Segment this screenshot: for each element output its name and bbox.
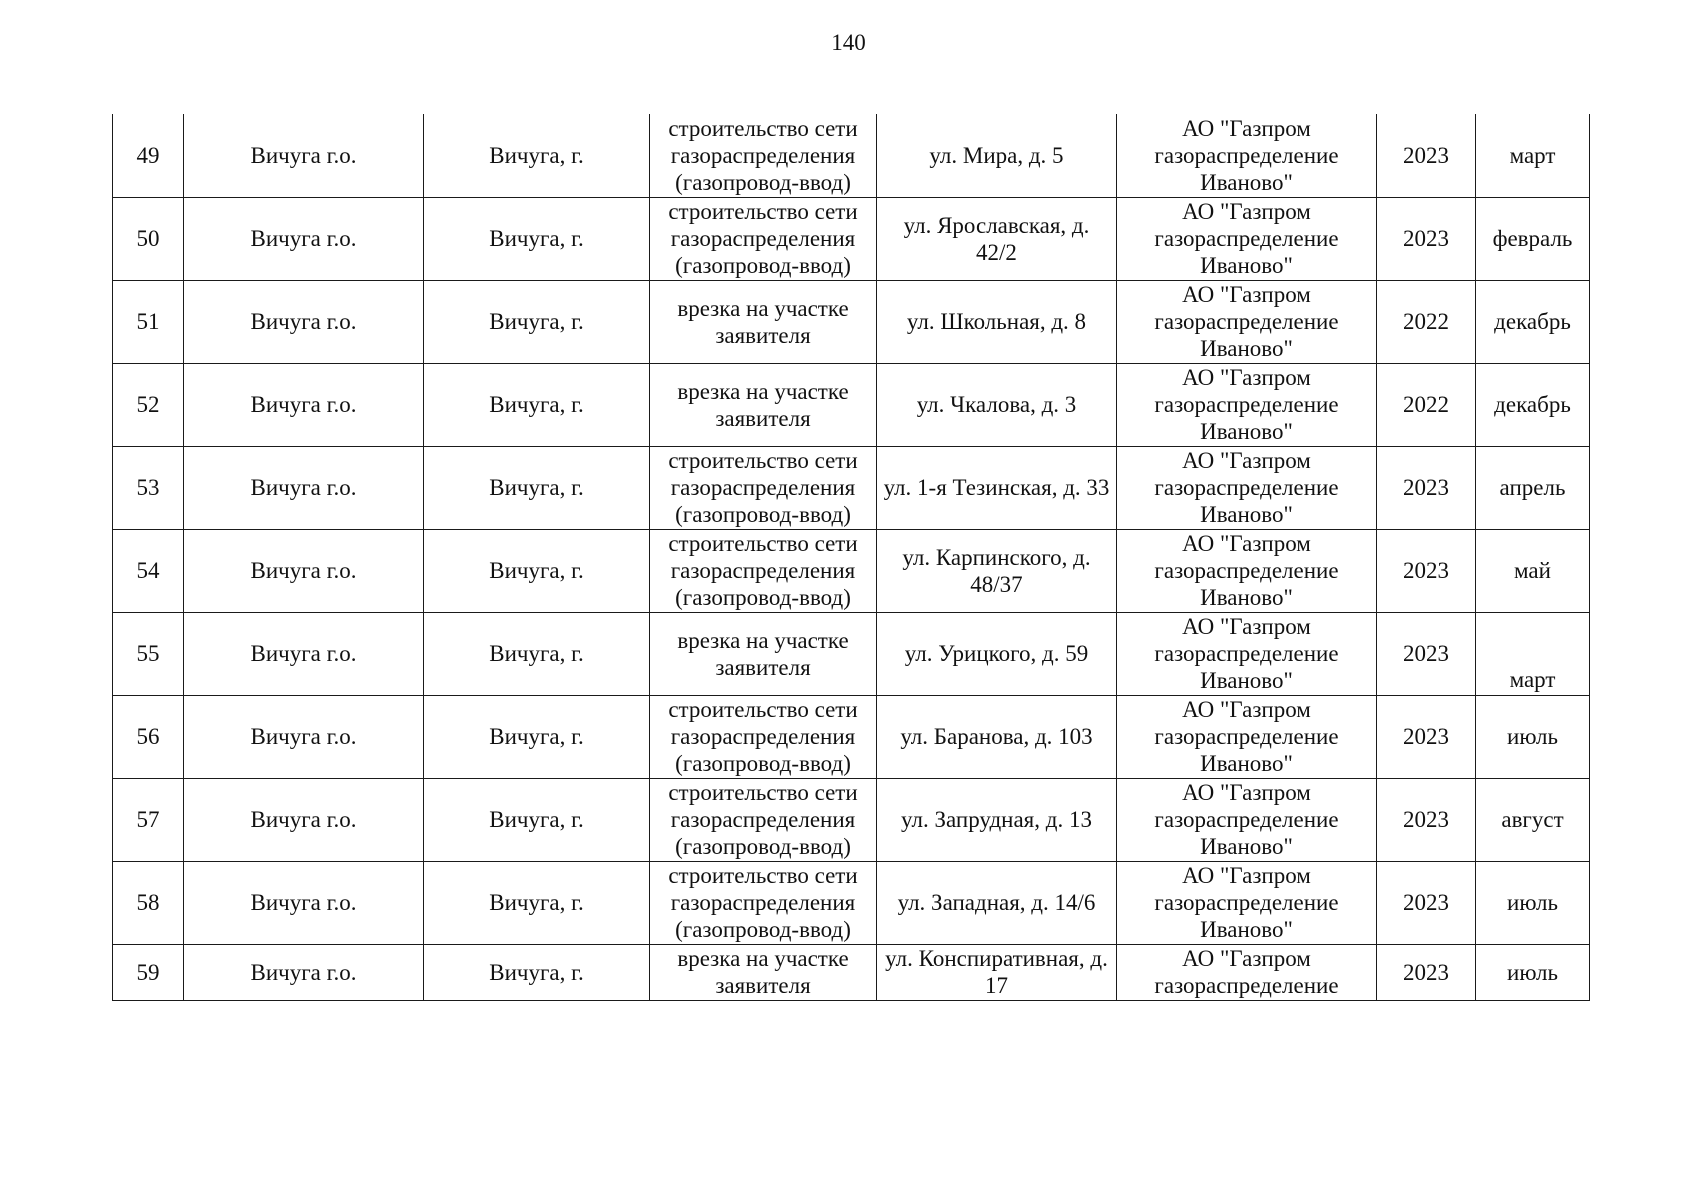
- row-number-cell: 51: [113, 280, 184, 363]
- organization-cell: АО "Газпром газораспределение Иваново": [1117, 363, 1377, 446]
- month-cell: июль: [1476, 861, 1590, 944]
- row-number-cell: 49: [113, 114, 184, 197]
- work-type-cell: строительство сети газораспределения (газопровод-ввод): [650, 861, 877, 944]
- table-row: [113, 695, 1590, 778]
- district-cell: Вичуга г.о.: [184, 529, 424, 612]
- district-cell: Вичуга г.о.: [184, 612, 424, 695]
- month-cell: февраль: [1476, 197, 1590, 280]
- address-cell: ул. Карпинского, д. 48/37: [877, 529, 1117, 612]
- locality-cell: Вичуга, г.: [424, 695, 650, 778]
- locality-cell: Вичуга, г.: [424, 197, 650, 280]
- month-cell: апрель: [1476, 446, 1590, 529]
- month-cell: декабрь: [1476, 280, 1590, 363]
- organization-cell: АО "Газпром газораспределение Иваново": [1117, 197, 1377, 280]
- row-number-cell: 50: [113, 197, 184, 280]
- table-row: [113, 280, 1590, 363]
- work-type-cell: строительство сети газораспределения (газопровод-ввод): [650, 197, 877, 280]
- district-cell: Вичуга г.о.: [184, 944, 424, 1000]
- table-row: [113, 363, 1590, 446]
- row-number-cell: 54: [113, 529, 184, 612]
- address-cell: ул. Урицкого, д. 59: [877, 612, 1117, 695]
- month-cell: декабрь: [1476, 363, 1590, 446]
- address-cell: ул. Чкалова, д. 3: [877, 363, 1117, 446]
- gas-connection-table: [112, 114, 1590, 1001]
- table-row: [113, 612, 1590, 695]
- row-number-cell: 59: [113, 944, 184, 1000]
- year-cell: 2023: [1377, 861, 1476, 944]
- month-cell: март: [1476, 114, 1590, 197]
- locality-cell: Вичуга, г.: [424, 529, 650, 612]
- year-cell: 2022: [1377, 363, 1476, 446]
- work-type-cell: строительство сети газораспределения (газопровод-ввод): [650, 778, 877, 861]
- address-cell: ул. Баранова, д. 103: [877, 695, 1117, 778]
- organization-cell: АО "Газпром газораспределение Иваново": [1117, 446, 1377, 529]
- district-cell: Вичуга г.о.: [184, 446, 424, 529]
- work-type-cell: врезка на участке заявителя: [650, 363, 877, 446]
- month-cell: июль: [1476, 695, 1590, 778]
- year-cell: 2023: [1377, 612, 1476, 695]
- row-number-cell: 57: [113, 778, 184, 861]
- work-type-cell: строительство сети газораспределения (газопровод-ввод): [650, 114, 877, 197]
- row-number-cell: 58: [113, 861, 184, 944]
- organization-cell: АО "Газпром газораспределение Иваново": [1117, 778, 1377, 861]
- row-number-cell: 53: [113, 446, 184, 529]
- table-row: [113, 861, 1590, 944]
- address-cell: ул. 1-я Тезинская, д. 33: [877, 446, 1117, 529]
- organization-cell: АО "Газпром газораспределение Иваново": [1117, 695, 1377, 778]
- table-row: [113, 778, 1590, 861]
- locality-cell: Вичуга, г.: [424, 612, 650, 695]
- work-type-cell: врезка на участке заявителя: [650, 944, 877, 1000]
- locality-cell: Вичуга, г.: [424, 114, 650, 197]
- row-number-cell: 56: [113, 695, 184, 778]
- address-cell: ул. Ярославская, д. 42/2: [877, 197, 1117, 280]
- address-cell: ул. Школьная, д. 8: [877, 280, 1117, 363]
- work-type-cell: строительство сети газораспределения (газопровод-ввод): [650, 529, 877, 612]
- table-row: [113, 114, 1590, 197]
- district-cell: Вичуга г.о.: [184, 778, 424, 861]
- district-cell: Вичуга г.о.: [184, 280, 424, 363]
- year-cell: 2023: [1377, 695, 1476, 778]
- organization-cell: АО "Газпром газораспределение Иваново": [1117, 612, 1377, 695]
- district-cell: Вичуга г.о.: [184, 363, 424, 446]
- table-row: [113, 197, 1590, 280]
- year-cell: 2023: [1377, 944, 1476, 1000]
- work-type-cell: строительство сети газораспределения (газопровод-ввод): [650, 695, 877, 778]
- year-cell: 2023: [1377, 529, 1476, 612]
- address-cell: ул. Западная, д. 14/6: [877, 861, 1117, 944]
- district-cell: Вичуга г.о.: [184, 861, 424, 944]
- month-cell: июль: [1476, 944, 1590, 1000]
- table-row: [113, 944, 1590, 1000]
- district-cell: Вичуга г.о.: [184, 114, 424, 197]
- work-type-cell: строительство сети газораспределения (газопровод-ввод): [650, 446, 877, 529]
- district-cell: Вичуга г.о.: [184, 197, 424, 280]
- page-number: 140: [831, 30, 866, 55]
- organization-cell: АО "Газпром газораспределение Иваново": [1117, 861, 1377, 944]
- locality-cell: Вичуга, г.: [424, 861, 650, 944]
- organization-cell: АО "Газпром газораспределение Иваново": [1117, 114, 1377, 197]
- year-cell: 2023: [1377, 197, 1476, 280]
- row-number-cell: 55: [113, 612, 184, 695]
- district-cell: Вичуга г.о.: [184, 695, 424, 778]
- table-row: [113, 529, 1590, 612]
- address-cell: ул. Запрудная, д. 13: [877, 778, 1117, 861]
- work-type-cell: врезка на участке заявителя: [650, 280, 877, 363]
- address-cell: ул. Конспиративная, д. 17: [877, 944, 1117, 1000]
- row-number-cell: 52: [113, 363, 184, 446]
- organization-cell: АО "Газпром газораспределение Иваново": [1117, 529, 1377, 612]
- locality-cell: Вичуга, г.: [424, 280, 650, 363]
- year-cell: 2023: [1377, 114, 1476, 197]
- table-row: [113, 446, 1590, 529]
- work-type-cell: врезка на участке заявителя: [650, 612, 877, 695]
- locality-cell: Вичуга, г.: [424, 944, 650, 1000]
- month-cell: август: [1476, 778, 1590, 861]
- address-cell: ул. Мира, д. 5: [877, 114, 1117, 197]
- organization-cell: АО "Газпром газораспределение: [1117, 944, 1377, 1000]
- year-cell: 2023: [1377, 778, 1476, 861]
- month-cell: май: [1476, 529, 1590, 612]
- year-cell: 2022: [1377, 280, 1476, 363]
- locality-cell: Вичуга, г.: [424, 363, 650, 446]
- locality-cell: Вичуга, г.: [424, 778, 650, 861]
- month-cell: март: [1476, 612, 1590, 695]
- locality-cell: Вичуга, г.: [424, 446, 650, 529]
- organization-cell: АО "Газпром газораспределение Иваново": [1117, 280, 1377, 363]
- year-cell: 2023: [1377, 446, 1476, 529]
